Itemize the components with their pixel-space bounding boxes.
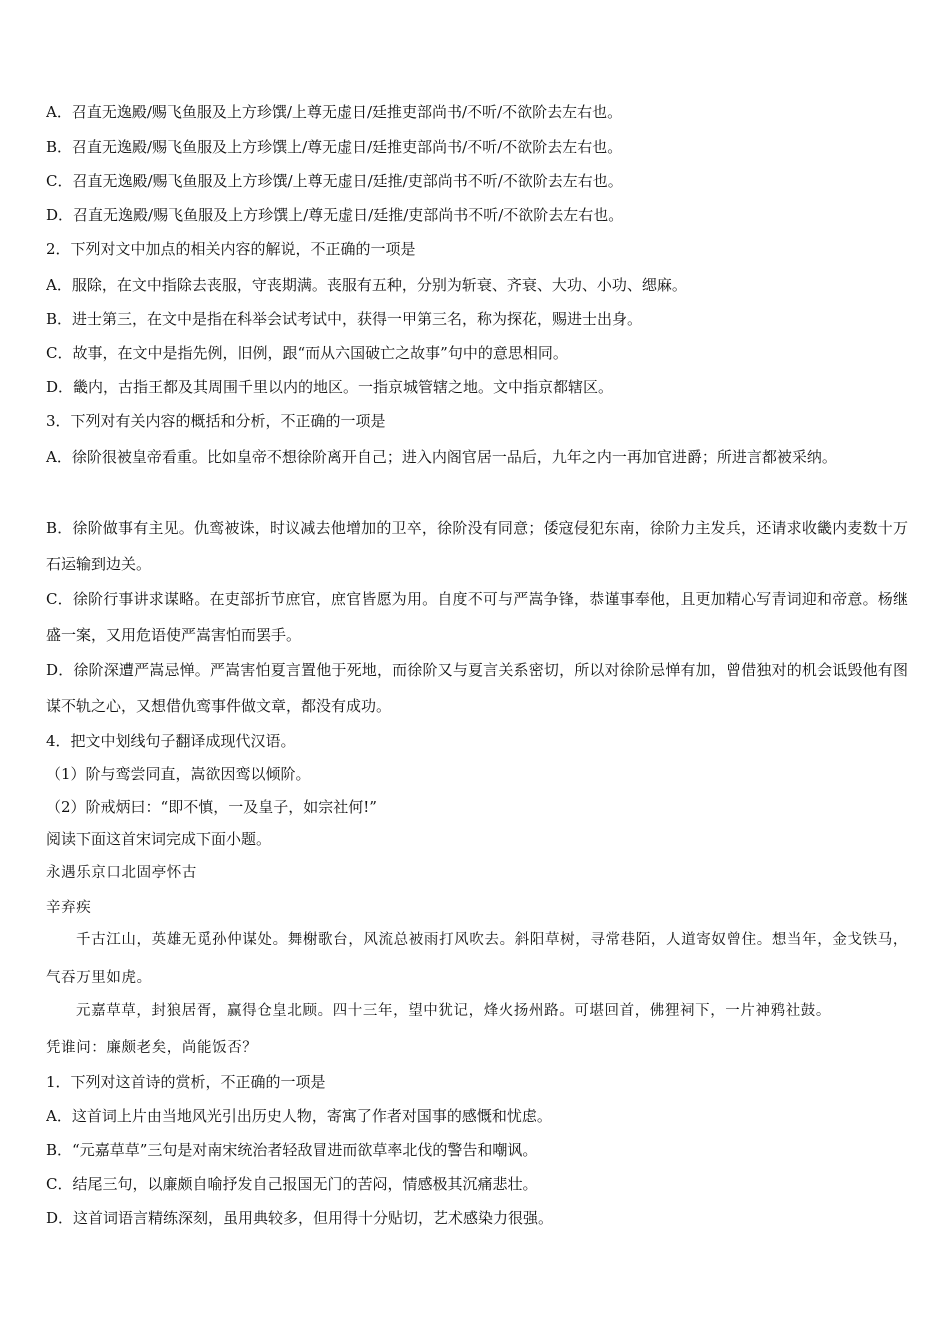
poem-q1-option-d: D．这首词语言精练深刻，虽用典较多，但用得十分贴切，艺术感染力很强。 bbox=[46, 1209, 554, 1227]
q3-option-a: A．徐阶很被皇帝看重。比如皇帝不想徐阶离开自己；进入内阁官居一品后，九年之内一再加官进爵；所进言都被采纳。 bbox=[46, 448, 837, 466]
poem-title: 永遇乐京口北固亭怀古 bbox=[46, 865, 197, 881]
q3-stem: 3．下列对有关内容的概括和分析，不正确的一项是 bbox=[46, 412, 386, 430]
q4-item-1: （1）阶与鸾尝同直，嵩欲因鸾以倾阶。 bbox=[46, 765, 311, 783]
poem-q1-option-a: A．这首词上片由当地风光引出历史人物，寄寓了作者对国事的感慨和忧虑。 bbox=[46, 1107, 552, 1125]
q1-option-d: D．召直无逸殿/赐飞鱼服及上方珍馔上/尊无虚日/廷推/吏部尚书不听/不欲阶去左右也。 bbox=[46, 206, 624, 224]
q2-option-b: B．进士第三，在文中是指在科举会试考试中，获得一甲第三名，称为探花，赐进士出身。 bbox=[46, 310, 643, 328]
q1-option-b: B．召直无逸殿/赐飞鱼服及上方珍馔上/尊无虚日/廷推吏部尚书/不听/不欲阶去左右也。 bbox=[46, 138, 623, 156]
q4-stem: 4．把文中划线句子翻译成现代汉语。 bbox=[46, 732, 296, 750]
q1-option-c: C．召直无逸殿/赐飞鱼服及上方珍馔/上尊无虚日/廷推/吏部尚书不听/不欲阶去左右也。 bbox=[46, 172, 623, 190]
poem-q1-stem: 1．下列对这首诗的赏析，不正确的一项是 bbox=[46, 1073, 326, 1091]
q2-option-d: D．畿内，古指王都及其周围千里以内的地区。一指京城管辖之地。文中指京都辖区。 bbox=[46, 378, 614, 396]
q2-stem: 2．下列对文中加点的相关内容的解说，不正确的一项是 bbox=[46, 240, 416, 258]
poem-paragraph-2: 元嘉草草，封狼居胥，赢得仓皇北顾。四十三年，望中犹记，烽火扬州路。可堪回首，佛狸祠下，一片神鸦社鼓。 bbox=[76, 1003, 831, 1019]
poem-intro: 阅读下面这首宋词完成下面小题。 bbox=[46, 830, 272, 848]
q3-option-d: D．徐阶深遭严嵩忌惮。严嵩害怕夏言置他于死地，而徐阶又与夏言关系密切，所以对徐阶忌惮有加，曾借独对的机会诋毁他有图谋不轨之心，又想借仇鸾事件做文章，都没有成功。 bbox=[46, 661, 908, 715]
q4-item-2: （2）阶戒炳曰：“即不慎，一及皇子，如宗社何!” bbox=[46, 798, 377, 816]
q2-option-c: C．故事，在文中是指先例，旧例，跟“而从六国破亡之故事”句中的意思相同。 bbox=[46, 344, 568, 362]
q2-option-a: A．服除，在文中指除去丧服，守丧期满。丧服有五种，分别为斩衰、齐衰、大功、小功、缌麻。 bbox=[46, 276, 687, 294]
poem-author: 辛弃疾 bbox=[46, 900, 92, 916]
q1-option-a: A．召直无逸殿/赐飞鱼服及上方珍馔/上尊无虚日/廷推吏部尚书/不听/不欲阶去左右也。 bbox=[46, 103, 623, 121]
poem-paragraph-1: 千古江山，英雄无觅孙仲谋处。舞榭歌台，风流总被雨打风吹去。斜阳草树，寻常巷陌，人道寄奴曾住。想当年，金戈铁马，气吞万里如虎。 bbox=[46, 932, 908, 986]
poem-paragraph-2-end: 凭谁问：廉颇老矣，尚能饭否？ bbox=[46, 1040, 258, 1056]
poem-q1-option-c: C．结尾三句，以廉颇自喻抒发自己报国无门的苦闷，情感极其沉痛悲壮。 bbox=[46, 1175, 538, 1193]
q3-option-c: C．徐阶行事讲求谋略。在吏部折节庶官，庶官皆愿为用。自度不可与严嵩争锋，恭谨事奉他，且更加精心写青词迎和帝意。杨继盛一案，又用危语使严嵩害怕而罢手。 bbox=[46, 590, 908, 644]
poem-q1-option-b: B．“元嘉草草”三句是对南宋统治者轻敌冒进而欲草率北伐的警告和嘲讽。 bbox=[46, 1141, 538, 1159]
q3-option-b: B．徐阶做事有主见。仇鸾被诛，时议减去他增加的卫卒，徐阶没有同意；倭寇侵犯东南，徐阶力主发兵，还请求收畿内麦数十万石运输到边关。 bbox=[46, 519, 908, 573]
